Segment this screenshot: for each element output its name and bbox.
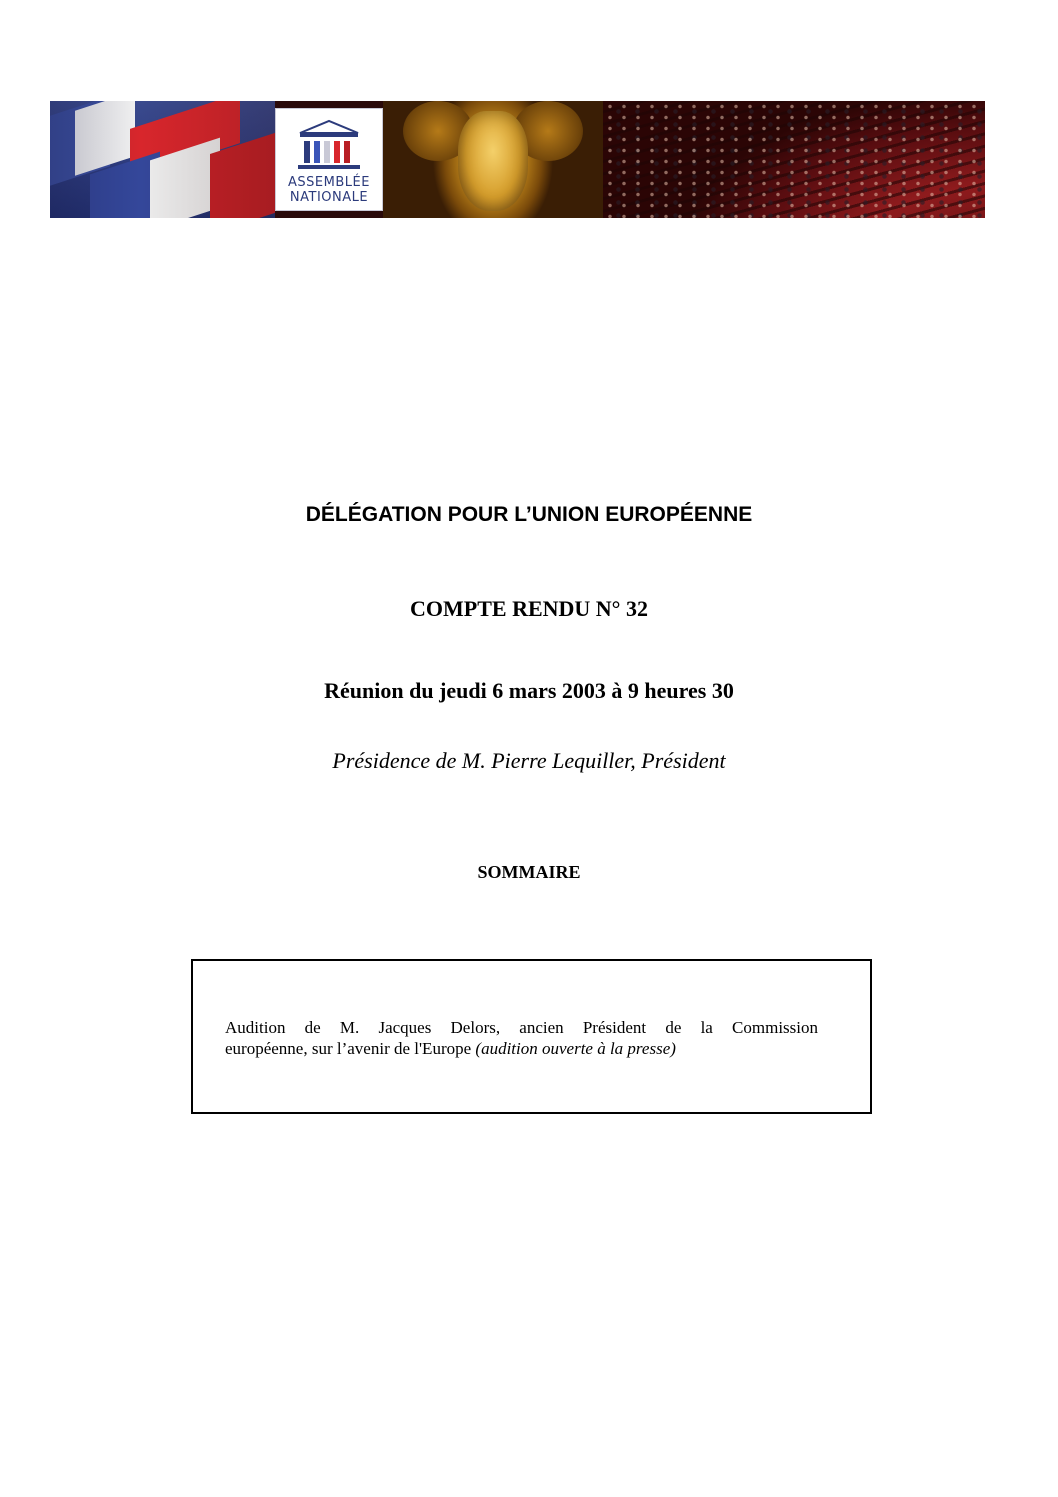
french-flag-image: [50, 101, 275, 218]
meeting-date: Réunion du jeudi 6 mars 2003 à 9 heures 30: [324, 678, 734, 703]
delegation-title: DÉLÉGATION POUR L’UNION EUROPÉENNE: [305, 503, 753, 526]
assemblee-nationale-logo: [275, 108, 383, 211]
sommaire-entry: [225, 1017, 818, 1059]
marianne-sculpture-image: [383, 101, 603, 218]
hemicycle-photo: [603, 101, 985, 218]
sommaire-entry-note: (audition ouverte à la presse): [475, 1039, 676, 1058]
logo-text-nationale: NATIONALE: [289, 190, 369, 205]
sommaire-entry-text: européenne, sur l’avenir de l'Europe: [225, 1039, 472, 1058]
logo-text-assemblee: ASSEMBLÉE: [288, 175, 370, 190]
sommaire-heading: SOMMAIRE: [477, 862, 581, 882]
presidency-line: Présidence de M. Pierre Lequiller, Président: [332, 748, 726, 773]
palais-bourbon-icon: [294, 119, 364, 171]
assemblee-nationale-banner: [50, 101, 985, 218]
sommaire-box: [191, 959, 872, 1114]
sommaire-entry-line2: [225, 1038, 818, 1059]
sommaire-entry-line1: Audition de M. Jacques Delors, ancien Président de la Commission: [225, 1018, 818, 1037]
compte-rendu-number: COMPTE RENDU N° 32: [410, 596, 648, 621]
